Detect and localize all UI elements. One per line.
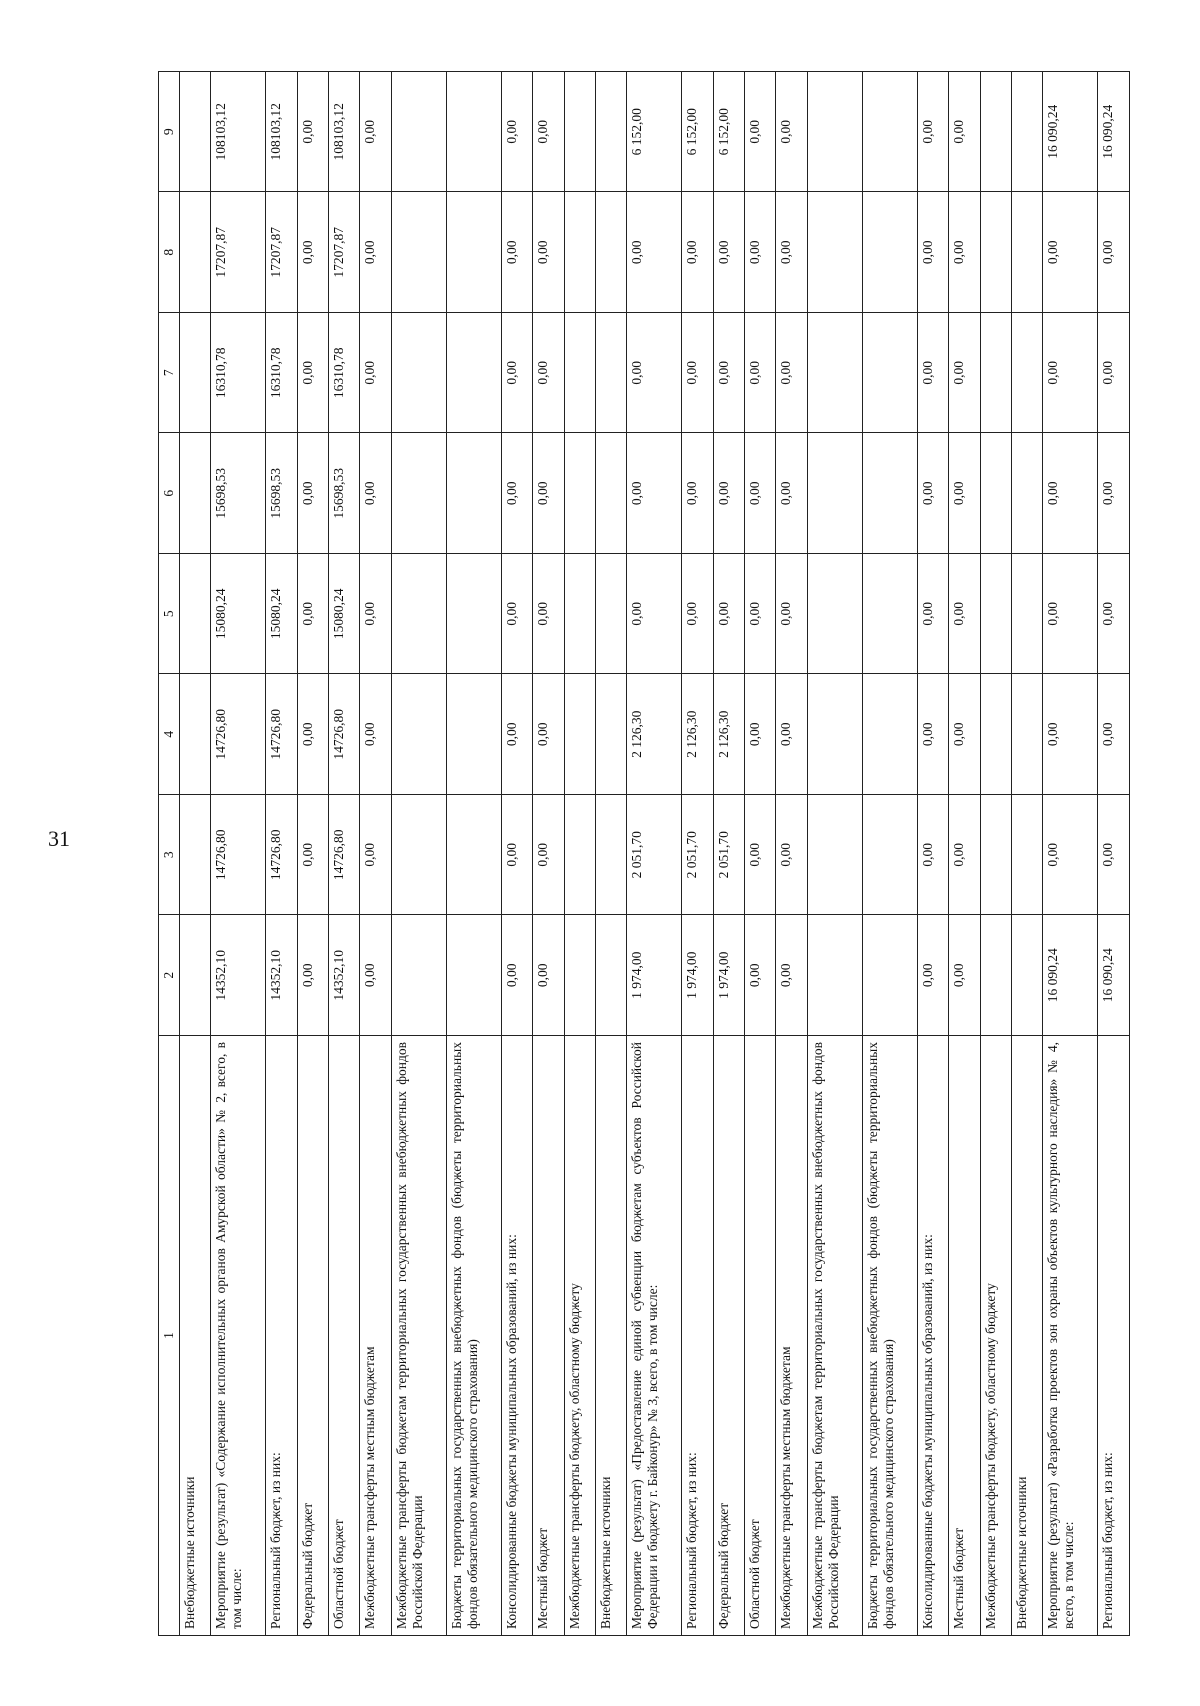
row-label: Межбюджетные трансферты бюджету, областному бюджету xyxy=(564,1036,595,1636)
value-cell: 2 051,70 xyxy=(713,795,744,916)
value-cell xyxy=(980,795,1011,916)
value-cell: 0,00 xyxy=(744,313,775,434)
value-cell: 1 974,00 xyxy=(682,915,713,1036)
value-cell: 0,00 xyxy=(917,554,948,675)
value-cell: 2 126,30 xyxy=(682,674,713,795)
value-cell xyxy=(391,674,446,795)
table-row xyxy=(807,72,862,1636)
value-cell: 16310,78 xyxy=(211,313,266,434)
value-cell xyxy=(564,192,595,313)
column-header-9: 9 xyxy=(159,72,180,193)
value-cell: 0,00 xyxy=(360,795,391,916)
value-cell: 0,00 xyxy=(949,795,980,916)
table-row xyxy=(360,72,391,1636)
value-cell xyxy=(807,72,862,193)
value-cell: 0,00 xyxy=(297,192,328,313)
row-label: Региональный бюджет, из них: xyxy=(266,1036,297,1636)
value-cell xyxy=(595,674,626,795)
table-row xyxy=(501,72,532,1636)
table-row xyxy=(682,72,713,1636)
value-cell: 2 126,30 xyxy=(713,674,744,795)
value-cell xyxy=(391,915,446,1036)
value-cell xyxy=(391,192,446,313)
column-header-3: 3 xyxy=(159,795,180,916)
header-row xyxy=(159,72,180,1636)
value-cell xyxy=(179,554,210,675)
value-cell: 0,00 xyxy=(297,72,328,193)
row-label: Федеральный бюджет xyxy=(297,1036,328,1636)
value-cell: 0,00 xyxy=(297,554,328,675)
value-cell: 0,00 xyxy=(744,433,775,554)
value-cell: 17207,87 xyxy=(329,192,360,313)
value-cell xyxy=(807,795,862,916)
value-cell xyxy=(179,795,210,916)
table-row xyxy=(595,72,626,1636)
value-cell xyxy=(1011,795,1042,916)
value-cell: 108103,12 xyxy=(266,72,297,193)
table-row xyxy=(446,72,501,1636)
value-cell xyxy=(862,795,917,916)
value-cell: 0,00 xyxy=(501,795,532,916)
value-cell: 0,00 xyxy=(744,674,775,795)
table-row xyxy=(533,72,564,1636)
value-cell: 0,00 xyxy=(917,915,948,1036)
value-cell xyxy=(446,915,501,1036)
row-label: Мероприятие (результат) «Содержание исполнительных органов Амурской области» № 2, всего, в том числе: xyxy=(211,1036,266,1636)
value-cell xyxy=(807,433,862,554)
value-cell xyxy=(1011,313,1042,434)
value-cell xyxy=(862,192,917,313)
value-cell: 0,00 xyxy=(917,674,948,795)
value-cell: 0,00 xyxy=(360,313,391,434)
value-cell: 0,00 xyxy=(1098,313,1130,434)
row-label: Федеральный бюджет xyxy=(713,1036,744,1636)
value-cell: 14726,80 xyxy=(211,795,266,916)
value-cell: 0,00 xyxy=(533,433,564,554)
value-cell xyxy=(807,554,862,675)
value-cell xyxy=(446,433,501,554)
row-label: Консолидированные бюджеты муниципальных образований, из них: xyxy=(501,1036,532,1636)
row-label: Межбюджетные трансферты бюджетам территориальных государственных внебюджетных фондов Российской Федерации xyxy=(807,1036,862,1636)
value-cell: 0,00 xyxy=(1098,433,1130,554)
row-label: Внебюджетные источники xyxy=(179,1036,210,1636)
value-cell xyxy=(862,313,917,434)
value-cell: 1 974,00 xyxy=(627,915,682,1036)
value-cell: 16 090,24 xyxy=(1043,72,1098,193)
value-cell: 15698,53 xyxy=(266,433,297,554)
value-cell xyxy=(862,433,917,554)
value-cell: 0,00 xyxy=(917,313,948,434)
value-cell xyxy=(391,554,446,675)
value-cell: 0,00 xyxy=(917,795,948,916)
value-cell xyxy=(980,313,1011,434)
column-header-5: 5 xyxy=(159,554,180,675)
table-row xyxy=(744,72,775,1636)
value-cell xyxy=(179,433,210,554)
value-cell: 0,00 xyxy=(501,192,532,313)
value-cell: 14352,10 xyxy=(211,915,266,1036)
value-cell: 0,00 xyxy=(297,433,328,554)
value-cell xyxy=(179,72,210,193)
value-cell xyxy=(446,795,501,916)
value-cell: 0,00 xyxy=(360,72,391,193)
value-cell: 0,00 xyxy=(1098,674,1130,795)
value-cell: 15080,24 xyxy=(329,554,360,675)
value-cell xyxy=(862,554,917,675)
value-cell: 0,00 xyxy=(501,72,532,193)
row-label: Региональный бюджет, из них: xyxy=(682,1036,713,1636)
value-cell xyxy=(807,313,862,434)
value-cell xyxy=(980,433,1011,554)
table-row xyxy=(179,72,210,1636)
value-cell: 0,00 xyxy=(949,313,980,434)
page-number: 31 xyxy=(48,826,70,851)
table-row xyxy=(211,72,266,1636)
row-label: Внебюджетные источники xyxy=(1011,1036,1042,1636)
column-header-2: 2 xyxy=(159,915,180,1036)
value-cell: 17207,87 xyxy=(211,192,266,313)
value-cell: 0,00 xyxy=(744,795,775,916)
table-row xyxy=(776,72,807,1636)
value-cell xyxy=(564,915,595,1036)
value-cell: 0,00 xyxy=(297,795,328,916)
value-cell: 0,00 xyxy=(917,433,948,554)
row-label: Внебюджетные источники xyxy=(595,1036,626,1636)
value-cell: 2 051,70 xyxy=(682,795,713,916)
table-row xyxy=(297,72,328,1636)
value-cell: 0,00 xyxy=(533,192,564,313)
value-cell: 0,00 xyxy=(682,192,713,313)
value-cell: 14726,80 xyxy=(329,674,360,795)
value-cell: 0,00 xyxy=(949,433,980,554)
value-cell: 6 152,00 xyxy=(713,72,744,193)
value-cell: 0,00 xyxy=(533,915,564,1036)
value-cell: 1 974,00 xyxy=(713,915,744,1036)
value-cell xyxy=(564,72,595,193)
value-cell: 14726,80 xyxy=(211,674,266,795)
value-cell: 0,00 xyxy=(627,433,682,554)
value-cell xyxy=(179,674,210,795)
value-cell: 0,00 xyxy=(949,915,980,1036)
table-row xyxy=(627,72,682,1636)
value-cell xyxy=(595,915,626,1036)
value-cell xyxy=(446,313,501,434)
table-row xyxy=(713,72,744,1636)
table-row xyxy=(1098,72,1130,1636)
row-label: Бюджеты территориальных государственных внебюджетных фондов (бюджеты территориальных фондов обязательного медицинского страхования) xyxy=(862,1036,917,1636)
value-cell xyxy=(446,192,501,313)
value-cell: 0,00 xyxy=(501,313,532,434)
value-cell: 0,00 xyxy=(682,554,713,675)
value-cell xyxy=(595,72,626,193)
value-cell: 0,00 xyxy=(360,674,391,795)
table-row xyxy=(917,72,948,1636)
value-cell: 0,00 xyxy=(949,554,980,675)
value-cell: 14726,80 xyxy=(329,795,360,916)
value-cell xyxy=(980,192,1011,313)
value-cell xyxy=(1011,554,1042,675)
value-cell: 0,00 xyxy=(533,72,564,193)
value-cell: 0,00 xyxy=(682,433,713,554)
value-cell: 15698,53 xyxy=(329,433,360,554)
value-cell: 0,00 xyxy=(627,554,682,675)
value-cell xyxy=(179,192,210,313)
table-row xyxy=(391,72,446,1636)
row-label: Межбюджетные трансферты местным бюджетам xyxy=(776,1036,807,1636)
table-row xyxy=(949,72,980,1636)
value-cell: 0,00 xyxy=(713,433,744,554)
value-cell xyxy=(564,313,595,434)
value-cell: 0,00 xyxy=(360,433,391,554)
value-cell: 16 090,24 xyxy=(1043,915,1098,1036)
value-cell: 0,00 xyxy=(501,554,532,675)
value-cell: 0,00 xyxy=(1043,433,1098,554)
value-cell xyxy=(862,72,917,193)
row-label: Местный бюджет xyxy=(533,1036,564,1636)
value-cell: 14726,80 xyxy=(266,795,297,916)
value-cell: 0,00 xyxy=(533,554,564,675)
table-row xyxy=(862,72,917,1636)
row-label: Консолидированные бюджеты муниципальных образований, из них: xyxy=(917,1036,948,1636)
value-cell xyxy=(1011,72,1042,193)
value-cell: 2 126,30 xyxy=(627,674,682,795)
value-cell: 16 090,24 xyxy=(1098,72,1130,193)
value-cell: 0,00 xyxy=(917,72,948,193)
value-cell: 0,00 xyxy=(776,433,807,554)
row-label: Бюджеты территориальных государственных внебюджетных фондов (бюджеты территориальных фондов обязательного медицинского страхования) xyxy=(446,1036,501,1636)
value-cell xyxy=(179,313,210,434)
value-cell xyxy=(595,433,626,554)
value-cell: 0,00 xyxy=(533,313,564,434)
value-cell xyxy=(595,795,626,916)
value-cell: 17207,87 xyxy=(266,192,297,313)
value-cell xyxy=(595,192,626,313)
value-cell: 6 152,00 xyxy=(627,72,682,193)
value-cell xyxy=(862,915,917,1036)
value-cell: 0,00 xyxy=(776,674,807,795)
column-header-7: 7 xyxy=(159,313,180,434)
value-cell xyxy=(807,192,862,313)
value-cell xyxy=(595,313,626,434)
value-cell xyxy=(564,554,595,675)
value-cell xyxy=(446,674,501,795)
value-cell: 0,00 xyxy=(501,674,532,795)
row-label: Областной бюджет xyxy=(744,1036,775,1636)
value-cell: 0,00 xyxy=(713,192,744,313)
value-cell: 0,00 xyxy=(776,192,807,313)
value-cell: 0,00 xyxy=(744,554,775,675)
column-header-8: 8 xyxy=(159,192,180,313)
value-cell xyxy=(980,554,1011,675)
value-cell xyxy=(391,72,446,193)
value-cell: 0,00 xyxy=(776,313,807,434)
value-cell: 0,00 xyxy=(1098,192,1130,313)
value-cell: 0,00 xyxy=(776,72,807,193)
value-cell: 2 051,70 xyxy=(627,795,682,916)
value-cell: 0,00 xyxy=(360,192,391,313)
value-cell xyxy=(595,554,626,675)
value-cell: 0,00 xyxy=(360,915,391,1036)
value-cell: 0,00 xyxy=(1043,192,1098,313)
table-row xyxy=(329,72,360,1636)
value-cell xyxy=(1011,674,1042,795)
row-label: Региональный бюджет, из них: xyxy=(1098,1036,1130,1636)
value-cell: 0,00 xyxy=(297,313,328,434)
column-header-4: 4 xyxy=(159,674,180,795)
value-cell xyxy=(862,674,917,795)
row-label: Межбюджетные трансферты местным бюджетам xyxy=(360,1036,391,1636)
value-cell: 0,00 xyxy=(1043,313,1098,434)
value-cell: 0,00 xyxy=(776,795,807,916)
value-cell: 0,00 xyxy=(917,192,948,313)
value-cell xyxy=(391,795,446,916)
value-cell: 0,00 xyxy=(1043,674,1098,795)
value-cell: 0,00 xyxy=(744,72,775,193)
row-label: Местный бюджет xyxy=(949,1036,980,1636)
value-cell: 0,00 xyxy=(949,192,980,313)
value-cell: 0,00 xyxy=(533,674,564,795)
value-cell: 0,00 xyxy=(949,72,980,193)
row-label: Межбюджетные трансферты бюджетам территориальных государственных внебюджетных фондов Российской Федерации xyxy=(391,1036,446,1636)
value-cell: 108103,12 xyxy=(329,72,360,193)
value-cell: 0,00 xyxy=(713,554,744,675)
row-label: Мероприятие (результат) «Разработка проектов зон охраны объектов культурного наследия» № 4, всего, в том числе: xyxy=(1043,1036,1098,1636)
value-cell xyxy=(1011,433,1042,554)
value-cell xyxy=(980,72,1011,193)
table-row xyxy=(564,72,595,1636)
table-row xyxy=(980,72,1011,1636)
value-cell: 0,00 xyxy=(1043,795,1098,916)
value-cell: 16310,78 xyxy=(329,313,360,434)
value-cell: 0,00 xyxy=(501,915,532,1036)
value-cell: 14726,80 xyxy=(266,674,297,795)
value-cell: 0,00 xyxy=(297,915,328,1036)
value-cell xyxy=(807,915,862,1036)
value-cell: 0,00 xyxy=(533,795,564,916)
table-row xyxy=(1011,72,1042,1636)
value-cell: 16310,78 xyxy=(266,313,297,434)
value-cell: 0,00 xyxy=(1098,554,1130,675)
value-cell xyxy=(446,72,501,193)
value-cell xyxy=(446,554,501,675)
value-cell: 0,00 xyxy=(713,313,744,434)
row-label: Областной бюджет xyxy=(329,1036,360,1636)
value-cell xyxy=(564,433,595,554)
value-cell xyxy=(391,433,446,554)
value-cell xyxy=(1011,192,1042,313)
rotated-table-wrapper xyxy=(158,71,1130,1636)
table-row xyxy=(266,72,297,1636)
value-cell: 0,00 xyxy=(627,313,682,434)
value-cell: 0,00 xyxy=(744,915,775,1036)
value-cell: 0,00 xyxy=(744,192,775,313)
value-cell xyxy=(980,674,1011,795)
value-cell: 0,00 xyxy=(1098,795,1130,916)
value-cell: 15698,53 xyxy=(211,433,266,554)
column-header-6: 6 xyxy=(159,433,180,554)
value-cell xyxy=(1011,915,1042,1036)
table-body xyxy=(179,72,1129,1636)
value-cell xyxy=(980,915,1011,1036)
value-cell: 6 152,00 xyxy=(682,72,713,193)
value-cell: 0,00 xyxy=(360,554,391,675)
table-row xyxy=(1043,72,1098,1636)
value-cell: 0,00 xyxy=(501,433,532,554)
column-header-1: 1 xyxy=(159,1036,180,1636)
value-cell: 14352,10 xyxy=(266,915,297,1036)
value-cell: 0,00 xyxy=(297,674,328,795)
value-cell: 108103,12 xyxy=(211,72,266,193)
value-cell xyxy=(179,915,210,1036)
value-cell xyxy=(807,674,862,795)
value-cell: 0,00 xyxy=(627,192,682,313)
value-cell: 15080,24 xyxy=(211,554,266,675)
row-label: Мероприятие (результат) «Предоставление единой субвенции бюджетам субъектов Российской Федерации и бюджету г. Байконур» № 3, всего, в том числе: xyxy=(627,1036,682,1636)
value-cell: 15080,24 xyxy=(266,554,297,675)
value-cell: 0,00 xyxy=(1043,554,1098,675)
row-label: Межбюджетные трансферты бюджету, областному бюджету xyxy=(980,1036,1011,1636)
budget-table xyxy=(158,71,1130,1636)
value-cell: 16 090,24 xyxy=(1098,915,1130,1036)
value-cell: 0,00 xyxy=(776,554,807,675)
value-cell xyxy=(564,795,595,916)
value-cell: 0,00 xyxy=(776,915,807,1036)
value-cell: 0,00 xyxy=(949,674,980,795)
value-cell xyxy=(391,313,446,434)
value-cell: 0,00 xyxy=(682,313,713,434)
value-cell xyxy=(564,674,595,795)
value-cell: 14352,10 xyxy=(329,915,360,1036)
